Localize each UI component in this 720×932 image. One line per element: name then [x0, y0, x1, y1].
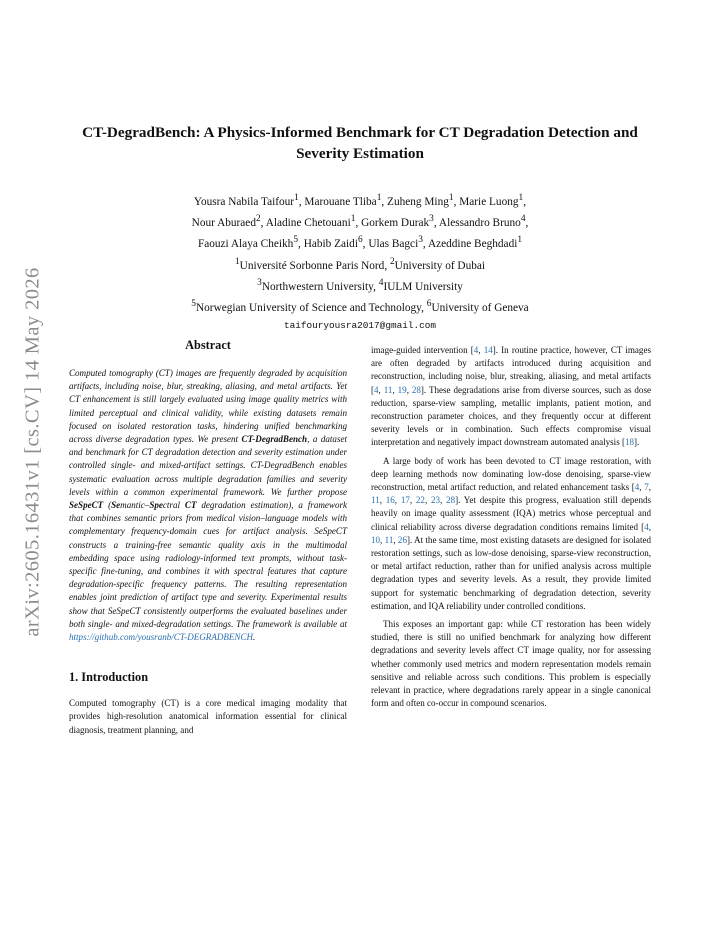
affiliation-mark: 6: [357, 235, 363, 246]
section-heading-introduction: 1. Introduction: [69, 670, 149, 685]
citation-link[interactable]: 11: [383, 384, 393, 395]
author-name: Aladine Chetouani: [265, 216, 351, 229]
author-name: Faouzi Alaya Cheikh: [197, 238, 294, 251]
citation-link[interactable]: 26: [397, 534, 407, 545]
intro-paragraph: Computed tomography (CT) is a core medical imaging modality that provides high-resolution anatomical information essential for clinical diagnosis, treatment planning, and: [69, 698, 347, 735]
contact-email: taifouryousra2017@gmail.com: [284, 320, 436, 332]
affiliation-name: IULM University: [383, 280, 463, 293]
affiliation-mark: 5: [293, 235, 299, 246]
citation-link[interactable]: 23: [430, 495, 441, 506]
citation-link[interactable]: 7: [644, 482, 649, 493]
author-name: Azeddine Beghdadi: [427, 238, 518, 251]
left-column: [69, 337, 347, 737]
affiliation-mark: 1: [294, 193, 299, 203]
author-line: Nour Aburaed$^2$, Aladine Chetouani$^1$, Gorkem Durak$^3$, Alessandro Bruno$^4$,: [191, 214, 529, 229]
affiliation-mark: 3: [429, 214, 434, 225]
citation-link[interactable]: 14: [483, 345, 493, 355]
citation-link[interactable]: 19: [397, 384, 407, 395]
citation-link[interactable]: 22: [415, 495, 425, 506]
citation-link[interactable]: 11: [384, 534, 394, 545]
affiliation-mark: 1: [350, 214, 356, 225]
repository-link[interactable]: https://github.com/yousranb/CT-DEGRADBENCH: [69, 632, 254, 643]
citation-link[interactable]: 4: [374, 384, 379, 395]
citation-link[interactable]: 10: [371, 534, 381, 545]
citation-link[interactable]: 4: [473, 345, 479, 355]
affiliation-mark: 4: [520, 214, 526, 225]
citation-link[interactable]: 18: [624, 437, 635, 448]
affiliation-name: University of Dubai: [394, 259, 486, 272]
affiliation-name: Northwestern University: [261, 280, 374, 293]
affiliation-mark: 3: [418, 235, 423, 246]
citation-link[interactable]: 11: [371, 495, 380, 506]
author-name: Gorkem Durak: [361, 216, 430, 229]
author-name: Yousra Nabila Taifour: [193, 195, 295, 208]
affiliation-mark: 2: [255, 214, 261, 225]
affiliation-name: Norwegian University of Science and Technology: [196, 301, 422, 314]
affiliation-mark: 2: [389, 256, 395, 267]
author-name: Nour Aburaed: [191, 216, 256, 229]
author-name: Marouane Tliba: [304, 195, 377, 208]
body-paragraph: This exposes an important gap: while CT restoration has been widely studied, there is still no unified benchmark for analyzing how different degradations and severity levels affect CT image quality, nor for assessing whether commonly used metrics and modern representation models remain sensitive and reliable across such conditions. This problem is especially relevant in practice, where degradations rarely appear in a single canonical form and often co-occur in compound scenarios.: [371, 619, 651, 709]
body-paragraph: image-guided intervention [4, 14]. In routine practice, however, CT images are often degraded by artifacts introduced during acquisition and reconstruction, including noise, blur, streaking, aliasing, and metal artifacts [4, 11, 19, 28]. These degradations arise from diverse sources, such as dose reduction, sparse-view sampling, metallic implants, patient motion, and reconstruction parameter choices, and they frequently occur at different severity levels or in combination. Such effects compromise visual interpretation and negatively impact downstream automated analysis [18].: [371, 345, 651, 448]
citation-link[interactable]: 28: [446, 495, 456, 506]
affiliation-mark: 1: [517, 235, 523, 246]
arxiv-identifier-stamp: [10, 256, 56, 648]
author-name: Alessandro Bruno: [438, 216, 521, 229]
affiliation-mark: 3: [257, 277, 262, 288]
abstract-heading: Abstract: [185, 338, 231, 352]
affiliation-mark: 1: [518, 193, 524, 203]
author-name: Marie Luong: [459, 195, 519, 208]
citation-link[interactable]: 16: [385, 495, 395, 506]
author-line: Faouzi Alaya Cheikh$^5$, Habib Zaidi$^6$, Ulas Bagci$^3$, Azeddine Beghdadi$^1$: [197, 235, 523, 251]
arxiv-identifier-text: arXiv:2605.16431v1 [cs.CV] 14 May 2026: [21, 267, 44, 637]
author-line: Yousra Nabila Taifour$^1$, Marouane Tliba$^1$, Zuheng Ming$^1$, Marie Luong$^1$,: [193, 193, 527, 208]
citation-link[interactable]: 4: [634, 482, 640, 493]
author-name: Zuheng Ming: [387, 195, 449, 208]
affiliation-line: $^3$Northwestern University, $^4$IULM University: [257, 277, 463, 293]
citation-link[interactable]: 17: [400, 495, 410, 506]
paper-title: CT-DegradBench: A Physics-Informed Benchmark for CT Degradation Detection and Severity Estimation: [82, 124, 638, 162]
citation-link[interactable]: 28: [411, 384, 421, 395]
author-block: [90, 190, 630, 334]
affiliation-mark: 4: [378, 277, 384, 288]
right-column: [371, 344, 651, 710]
affiliation-line: $^1$Université Sorbonne Paris Nord, $^2$University of Dubai: [234, 256, 486, 272]
affiliation-mark: 6: [426, 298, 432, 309]
affiliation-mark: 5: [191, 298, 196, 309]
affiliation-mark: 1: [448, 193, 454, 203]
affiliation-line: $^5$Norwegian University of Science and Technology, $^6$University of Geneva: [191, 298, 529, 314]
affiliation-name: Université Sorbonne Paris Nord: [239, 259, 385, 272]
affiliation-mark: 1: [234, 256, 240, 267]
abstract-text: Computed tomography (CT) images are frequently degraded by acquisition artifacts, including noise, blur, streaking, aliasing, and metal artifacts. Yet CT enhancement is still largely evaluated using image quality metrics with limited perceptual and clinical validity, while existing datasets remain focused on isolated restoration tasks, hindering unified benchmarking across diverse degradation types. We present CT-DegradBench, a dataset and benchmark for CT degradation detection and severity estimation under controlled single- and mixed-artifact settings. CT-DegradBench enables systematic evaluation across multiple degradation families and severity levels within a common experimental framework. We further propose SeSpeCT (Semantic–Spectral CT degradation estimation), a framework that combines semantic priors from medical vision–language models with complementary frequency-domain cues for artifact analysis. SeSpeCT constructs a training-free semantic quality axis in the multimodal embedding space using radiology-informed text prompts, without task-specific fine-tuning, and combines it with spectral features that capture degradation-specific frequency patterns. The resulting representation enables joint prediction of artifact type and severity. Experimental results show that SeSpeCT consistently outperforms the evaluated baselines under both single- and mixed-degradation settings. The framework is available at https://github.com/yousranb/CT-DEGRADBENCH.: [69, 368, 347, 643]
citation-link[interactable]: 4: [644, 521, 649, 532]
author-name: Habib Zaidi: [303, 238, 358, 251]
affiliation-name: University of Geneva: [431, 301, 529, 314]
body-paragraph: A large body of work has been devoted to CT image restoration, with deep learning methods now dominating low-dose denoising, sparse-view reconstruction, metal artifact reduction, and related enhancement tasks [4, 7, 11, 16, 17, 22, 23, 28]. Yet despite this progress, evaluation still depends heavily on image quality assessment (IQA) metrics whose perceptual and clinical reliability across diverse degradation conditions remains limited [4, 10, 11, 26]. At the same time, most existing datasets are designed for isolated restoration settings, such as low-dose denoising, sparse-view reconstruction, or metal artifact reduction, rather than for unified analysis across multiple degradation types and severity levels. As a result, they provide limited support for systematic benchmarking of degradation detection, severity estimation, and IQA reliability under controlled conditions.: [371, 455, 652, 611]
affiliation-mark: 1: [376, 193, 382, 203]
author-name: Ulas Bagci: [368, 238, 419, 251]
